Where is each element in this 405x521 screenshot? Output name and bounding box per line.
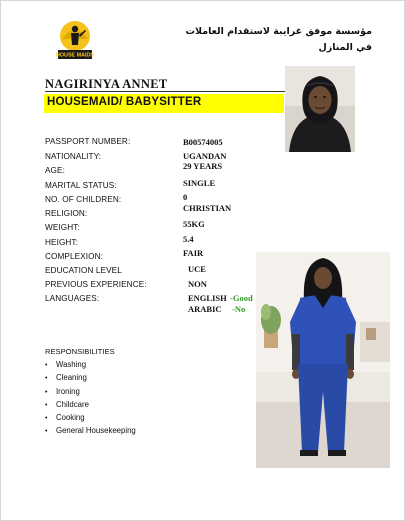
religion-label: RELIGION: bbox=[45, 209, 88, 218]
logo-text: HOUSE MAIDS bbox=[55, 52, 95, 59]
education-label: EDUCATION LEVEL bbox=[45, 266, 122, 275]
height-label: HEIGHT: bbox=[45, 238, 78, 247]
responsibilities-list bbox=[45, 359, 136, 439]
language-arabic: ARABIC bbox=[188, 304, 222, 314]
weight-label: WEIGHT: bbox=[45, 223, 80, 232]
list-item: • Ironing bbox=[45, 386, 80, 396]
candidate-role: HOUSEMAID/ BABYSITTER bbox=[47, 96, 202, 108]
marital-status-value: SINGLE bbox=[183, 178, 216, 188]
weight-value: 55KG bbox=[183, 219, 205, 229]
agency-name-arabic: مؤسسة موفق غرايبة لاستقدام العاملات في المنازل bbox=[185, 26, 372, 53]
responsibilities-title: RESPONSIBILITIES bbox=[45, 347, 115, 356]
list-item: • Cleaning bbox=[45, 373, 87, 383]
age-label: AGE: bbox=[45, 166, 65, 175]
complexion-value: FAIR bbox=[183, 248, 204, 258]
list-item: • Childcare bbox=[45, 399, 89, 409]
children-value: 0 bbox=[183, 192, 188, 202]
full-body-photo bbox=[256, 252, 390, 468]
list-item: • General Housekeeping bbox=[45, 426, 136, 436]
height-value: 5.4 bbox=[183, 234, 194, 244]
language-arabic-level: -No bbox=[232, 304, 246, 314]
nationality-value: UGANDAN bbox=[183, 151, 227, 161]
complexion-label: COMPLEXION: bbox=[45, 252, 103, 261]
language-english: ENGLISH bbox=[188, 293, 227, 303]
passport-label: PASSPORT NUMBER: bbox=[45, 137, 131, 146]
list-item: • Cooking bbox=[45, 413, 85, 423]
candidate-name: NAGIRINYA ANNET bbox=[45, 77, 168, 91]
experience-value: NON bbox=[188, 279, 207, 289]
agency-logo bbox=[52, 15, 98, 61]
list-item: • Washing bbox=[45, 360, 87, 369]
experience-label: PREVIOUS EXPERIENCE: bbox=[45, 280, 147, 289]
age-value: 29 YEARS bbox=[183, 161, 223, 171]
nationality-label: NATIONALITY: bbox=[45, 152, 102, 161]
marital-status-label: MARITAL STATUS: bbox=[45, 181, 117, 190]
education-value: UCE bbox=[188, 264, 206, 274]
name-underline bbox=[45, 91, 285, 92]
language-english-level: -Good bbox=[230, 293, 253, 303]
religion-value: CHRISTIAN bbox=[183, 203, 232, 213]
languages-label: LANGUAGES: bbox=[45, 294, 100, 303]
passport-value: B00574005 bbox=[183, 137, 223, 147]
headshot-photo bbox=[285, 66, 355, 152]
children-label: NO. OF CHILDREN: bbox=[45, 195, 122, 204]
